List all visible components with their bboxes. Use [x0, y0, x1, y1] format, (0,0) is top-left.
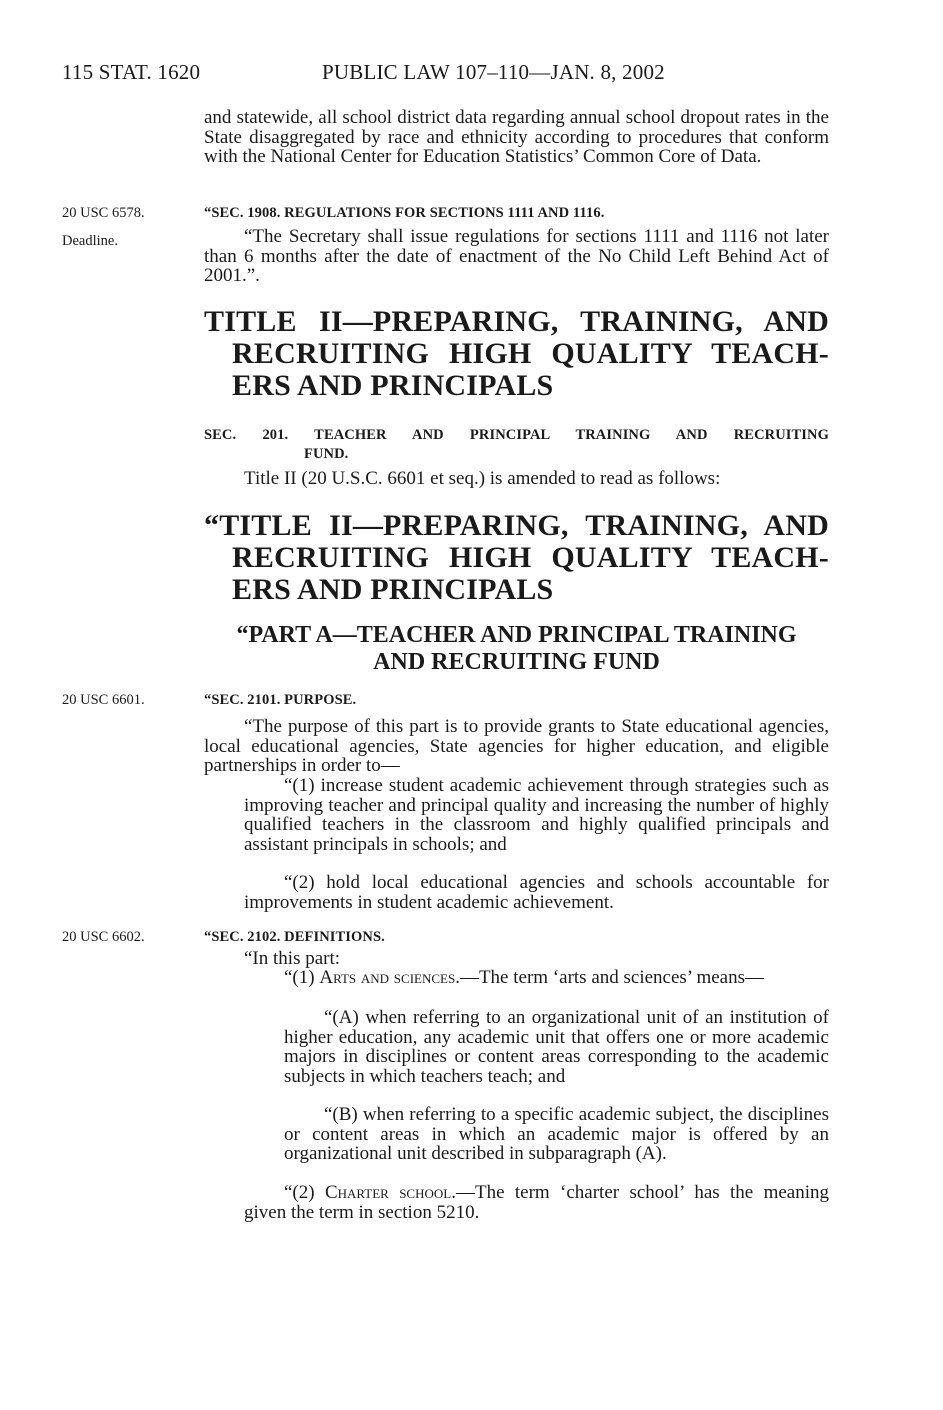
section-201-heading [204, 427, 829, 463]
definition-1-term: Arts and sciences. [319, 967, 460, 988]
definition-2-number: “(2) [284, 1182, 325, 1203]
margin-note-20usc6601: 20 USC 6601. [62, 692, 145, 708]
quoted-title-ii-line-2: RECRUITING HIGH QUALITY TEACH- [232, 541, 829, 574]
definition-1-b: “(B) when referring to a specific academic subject, the disciplines or content areas in which an academic major is offered by an organizational unit described in subparagraph (A). [284, 1104, 829, 1165]
page-number-header: 115 STAT. 1620 [62, 60, 201, 84]
section-201-heading-line-1: SEC. 201. TEACHER AND PRINCIPAL TRAINING AND RECRUITING [204, 427, 829, 443]
running-head: PUBLIC LAW 107–110—JAN. 8, 2002 [322, 60, 665, 84]
section-2101-text: “The purpose of this part is to provide grants to State educational agencies, local educational agencies, State agencies for higher education, and eligible partnerships in order to— [204, 716, 829, 777]
title-ii-line-2: RECRUITING HIGH QUALITY TEACH- [232, 337, 829, 370]
definition-2 [244, 1183, 829, 1222]
part-a-line-2: AND RECRUITING FUND [373, 649, 660, 675]
section-1908-text: “The Secretary shall issue regulations for sections 1111 and 1116 not later than 6 months after the date of enactment of the No Child Left Behind Act of 2001.”. [204, 226, 829, 287]
section-2102-intro: “In this part: [244, 948, 341, 969]
section-201-heading-line-2: FUND. [304, 446, 349, 462]
quoted-title-ii-line-3: ERS AND PRINCIPALS [232, 573, 554, 606]
section-2101-item-1: “(1) increase student academic achievement through strategies such as improving teacher and principal quality and increasing the number of highly qualified teachers in the classroom and highly qualified principals and assistant principals in schools; and [244, 775, 829, 855]
definition-1-text: —The term ‘arts and sciences’ means— [459, 967, 765, 988]
quoted-title-ii-line-1: “TITLE II—PREPARING, TRAINING, AND [204, 509, 829, 542]
definition-1-number: “(1) [284, 967, 320, 988]
margin-note-20usc6602: 20 USC 6602. [62, 929, 145, 945]
title-ii-line-3: ERS AND PRINCIPALS [232, 369, 554, 402]
section-2101-heading: “SEC. 2101. PURPOSE. [204, 692, 357, 708]
definition-2-text: —The term ‘charter school’ has the meaning given the term in section 5210. [244, 1182, 830, 1223]
paragraph-intro: and statewide, all school district data regarding annual school dropout rates in the State disaggregated by race and ethnicity according to procedures that conform with the National Center for Education Statistics’ Common Core of Data. [204, 107, 829, 168]
section-201-text: Title II (20 U.S.C. 6601 et seq.) is amended to read as follows: [244, 468, 721, 489]
margin-note-deadline: Deadline. [62, 233, 118, 249]
section-1908-heading: “SEC. 1908. REGULATIONS FOR SECTIONS 1111 AND 1116. [204, 205, 605, 221]
part-a-line-1: “PART A—TEACHER AND PRINCIPAL TRAINING [236, 622, 797, 648]
quoted-title-ii-heading [204, 510, 829, 606]
title-ii-line-1: TITLE II—PREPARING, TRAINING, AND [204, 305, 829, 338]
section-2101-item-2: “(2) hold local educational agencies and schools accountable for improvements in student academic achievement. [244, 872, 829, 913]
title-ii-heading [204, 306, 829, 402]
part-a-heading [204, 622, 829, 676]
margin-note-20usc6578: 20 USC 6578. [62, 205, 145, 221]
definition-1-a: “(A) when referring to an organizational unit of an institution of higher education, any academic unit that offers one or more academic majors in disciplines or content areas corresponding to the academic subjects in which teachers teach; and [284, 1007, 829, 1087]
definition-1 [244, 968, 829, 988]
definition-2-term: Charter school. [324, 1182, 456, 1203]
section-2102-heading: “SEC. 2102. DEFINITIONS. [204, 929, 385, 945]
